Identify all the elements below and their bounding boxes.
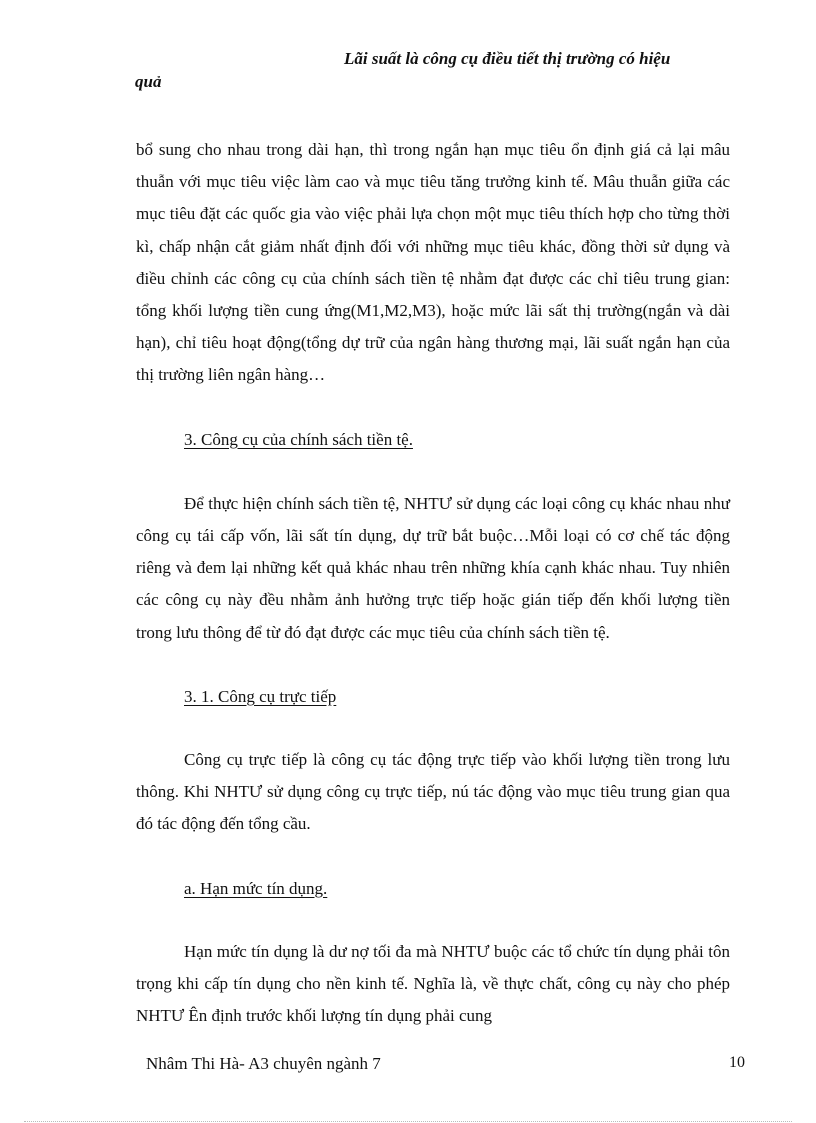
paragraph-spacer [136, 649, 730, 681]
page-bottom-divider [24, 1121, 792, 1122]
running-header-title-continued: quả [135, 72, 162, 91]
paragraph-credit-limit: Hạn mức tín dụng là dư nợ tối đa mà NHTƯ buộc các tổ chức tín dụng phải tôn trọng khi cấp tín dụng cho nền kinh tế. Nghĩa là, về thực chất, công cụ này cho phép NHTƯ Ên định trước khối lượng tín dụng phải cung [136, 941, 730, 1026]
footer-author: Nhâm Thi Hà- A3 chuyên ngành 7 [146, 1054, 381, 1073]
paragraph-spacer [136, 713, 730, 744]
paragraph-direct-tools: Công cụ trực tiếp là công cụ tác động trực tiếp vào khối lượng tiền trong lưu thông. Khi NHTƯ sử dụng công cụ trực tiếp, nú tác động vào mục tiêu trung gian qua đó tác động đến tổng cầu. [136, 750, 730, 834]
paragraph-spacer [136, 841, 730, 873]
section-heading-policy-tools: 3. Công cụ của chính sách tiền tệ. [184, 429, 413, 449]
paragraph-objectives: bổ sung cho nhau trong dài hạn, thì trong ngắn hạn mục tiêu ổn định giá cả lại mâu thuẫn với mục tiêu việc làm cao và mục tiêu tăng trưởng kinh tế. Mâu thuẫn giữa các mục tiêu đặt các quốc gia vào việc phải lựa chọn một mục tiêu thích hợp cho từng thời kì, chấp nhận cắt giảm nhất định đối với những mục tiêu khác, đồng thời sử dụng và điều chỉnh các công cụ của chính sách tiền tệ nhằm đạt được các chỉ tiêu trung gian: tổng khối lượng tiền cung ứng(M1,M2,M3), hoặc mức lãi sất thị trường(ngắn và dài hạn), chỉ tiêu hoạt động(tổng dự trữ của ngân hàng thương mại, lãi suất ngắn hạn của thị trường liên ngân hàng… [136, 140, 730, 385]
paragraph-spacer [136, 392, 730, 424]
page-body [136, 134, 730, 1032]
paragraph-policy-tools: Để thực hiện chính sách tiền tệ, NHTƯ sử dụng các loại công cụ khác nhau như công cụ tái cấp vốn, lãi sất tín dụng, dự trữ bắt buộc…Mỗi loại có cơ chế tác động riêng và đem lại những kết quả khác nhau trên những khía cạnh khác nhau. Tuy nhiên các công cụ này đều nhằm ảnh hưởng trực tiếp hoặc gián tiếp đến khối lượng tiền trong lưu thông để từ đó đạt được các mục tiêu của chính sách tiền tệ. [136, 493, 730, 642]
paragraph-spacer [136, 456, 730, 488]
section-heading-direct-tools: 3. 1. Công cụ trực tiếp [184, 686, 337, 706]
page-number: 10 [729, 1054, 745, 1071]
paragraph-spacer [136, 905, 730, 936]
section-heading-credit-limit: a. Hạn mức tín dụng. [184, 878, 328, 898]
running-header-title: Lãi suất là công cụ điều tiết thị trường có hiệu [344, 49, 671, 68]
